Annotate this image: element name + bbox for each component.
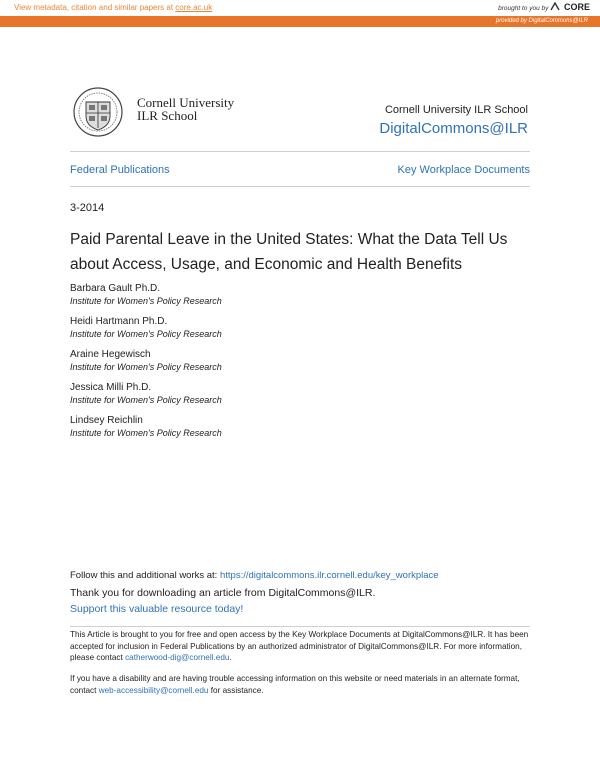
follow-prefix: Follow this and additional works at:: [70, 570, 220, 581]
metadata-link-domain: core.ac.uk: [175, 3, 213, 12]
accessibility-notice: [70, 673, 530, 696]
access-notice-text: This Article is brought to you for free and open access by the Key Workplace Documents at DigitalCommons@ILR. It has been accepted for inclusion in Federal Publications by an authorized administrator of DigitalCommons@ILR. For more information, please contact: [70, 630, 529, 662]
author-affiliation: Institute for Women's Policy Research: [70, 395, 222, 405]
access-notice: [70, 629, 530, 664]
access-notice-end: .: [229, 653, 232, 662]
provided-by-text: provided by DigitalCommons@ILR: [495, 18, 588, 24]
core-icon: [550, 2, 560, 11]
author-entry: [70, 315, 530, 340]
cornell-seal-icon: [72, 86, 130, 138]
accessibility-email-link[interactable]: web-accessibility@cornell.edu: [98, 685, 209, 695]
repository-header: [379, 104, 528, 137]
author-name: Araine Hegewisch: [70, 349, 151, 360]
divider: [70, 186, 530, 187]
university-name: Cornell University: [137, 95, 235, 110]
accessibility-notice-end: for assistance.: [208, 685, 264, 695]
key-workplace-documents-link[interactable]: Key Workplace Documents: [397, 164, 530, 176]
author-list: [70, 282, 530, 447]
author-name: Heidi Hartmann Ph.D.: [70, 316, 168, 327]
author-name: Barbara Gault Ph.D.: [70, 283, 161, 294]
metadata-link-prefix: View metadata, citation and similar papers at: [14, 3, 176, 12]
author-name: Lindsey Reichlin: [70, 415, 143, 426]
metadata-link[interactable]: [14, 3, 212, 12]
author-name: Jessica Milli Ph.D.: [70, 382, 152, 393]
core-branding[interactable]: [498, 2, 590, 12]
article-title: Paid Parental Leave in the United States: What the Data Tell Us about Access, Usage, and Economic and Health Benefits: [70, 231, 508, 273]
publication-date: 3-2014: [70, 202, 105, 214]
repository-link[interactable]: DigitalCommons@ILR: [379, 120, 528, 137]
author-entry: [70, 282, 530, 307]
author-affiliation: Institute for Women's Policy Research: [70, 428, 222, 438]
follow-line: [70, 570, 439, 581]
author-entry: [70, 414, 530, 439]
provider-bar: [0, 16, 600, 27]
divider: [70, 626, 530, 627]
author-affiliation: Institute for Women's Policy Research: [70, 329, 222, 339]
divider: [70, 151, 530, 152]
core-top-bar: [0, 0, 600, 16]
university-wordmark: [137, 96, 234, 122]
author-entry: [70, 381, 530, 406]
accessibility-notice-text: If you have a disability and are having trouble accessing information on this website or need materials in an alternate format, contact: [70, 674, 520, 695]
follow-url-link[interactable]: https://digitalcommons.ilr.cornell.edu/key_workplace: [219, 570, 439, 581]
federal-publications-link[interactable]: Federal Publications: [70, 164, 170, 176]
right-school-name: Cornell University ILR School: [384, 104, 528, 116]
thanks-text: Thank you for downloading an article from DigitalCommons@ILR.: [70, 587, 376, 599]
author-affiliation: Institute for Women's Policy Research: [70, 296, 222, 306]
school-name: ILR School: [137, 108, 198, 123]
author-affiliation: Institute for Women's Policy Research: [70, 362, 222, 372]
core-logo: CORE: [563, 2, 590, 12]
support-link[interactable]: Support this valuable resource today!: [70, 603, 244, 615]
author-entry: [70, 348, 530, 373]
catherwood-email-link[interactable]: catherwood-dig@cornell.edu: [125, 653, 230, 662]
brought-by-text: brought to you by: [498, 5, 549, 12]
